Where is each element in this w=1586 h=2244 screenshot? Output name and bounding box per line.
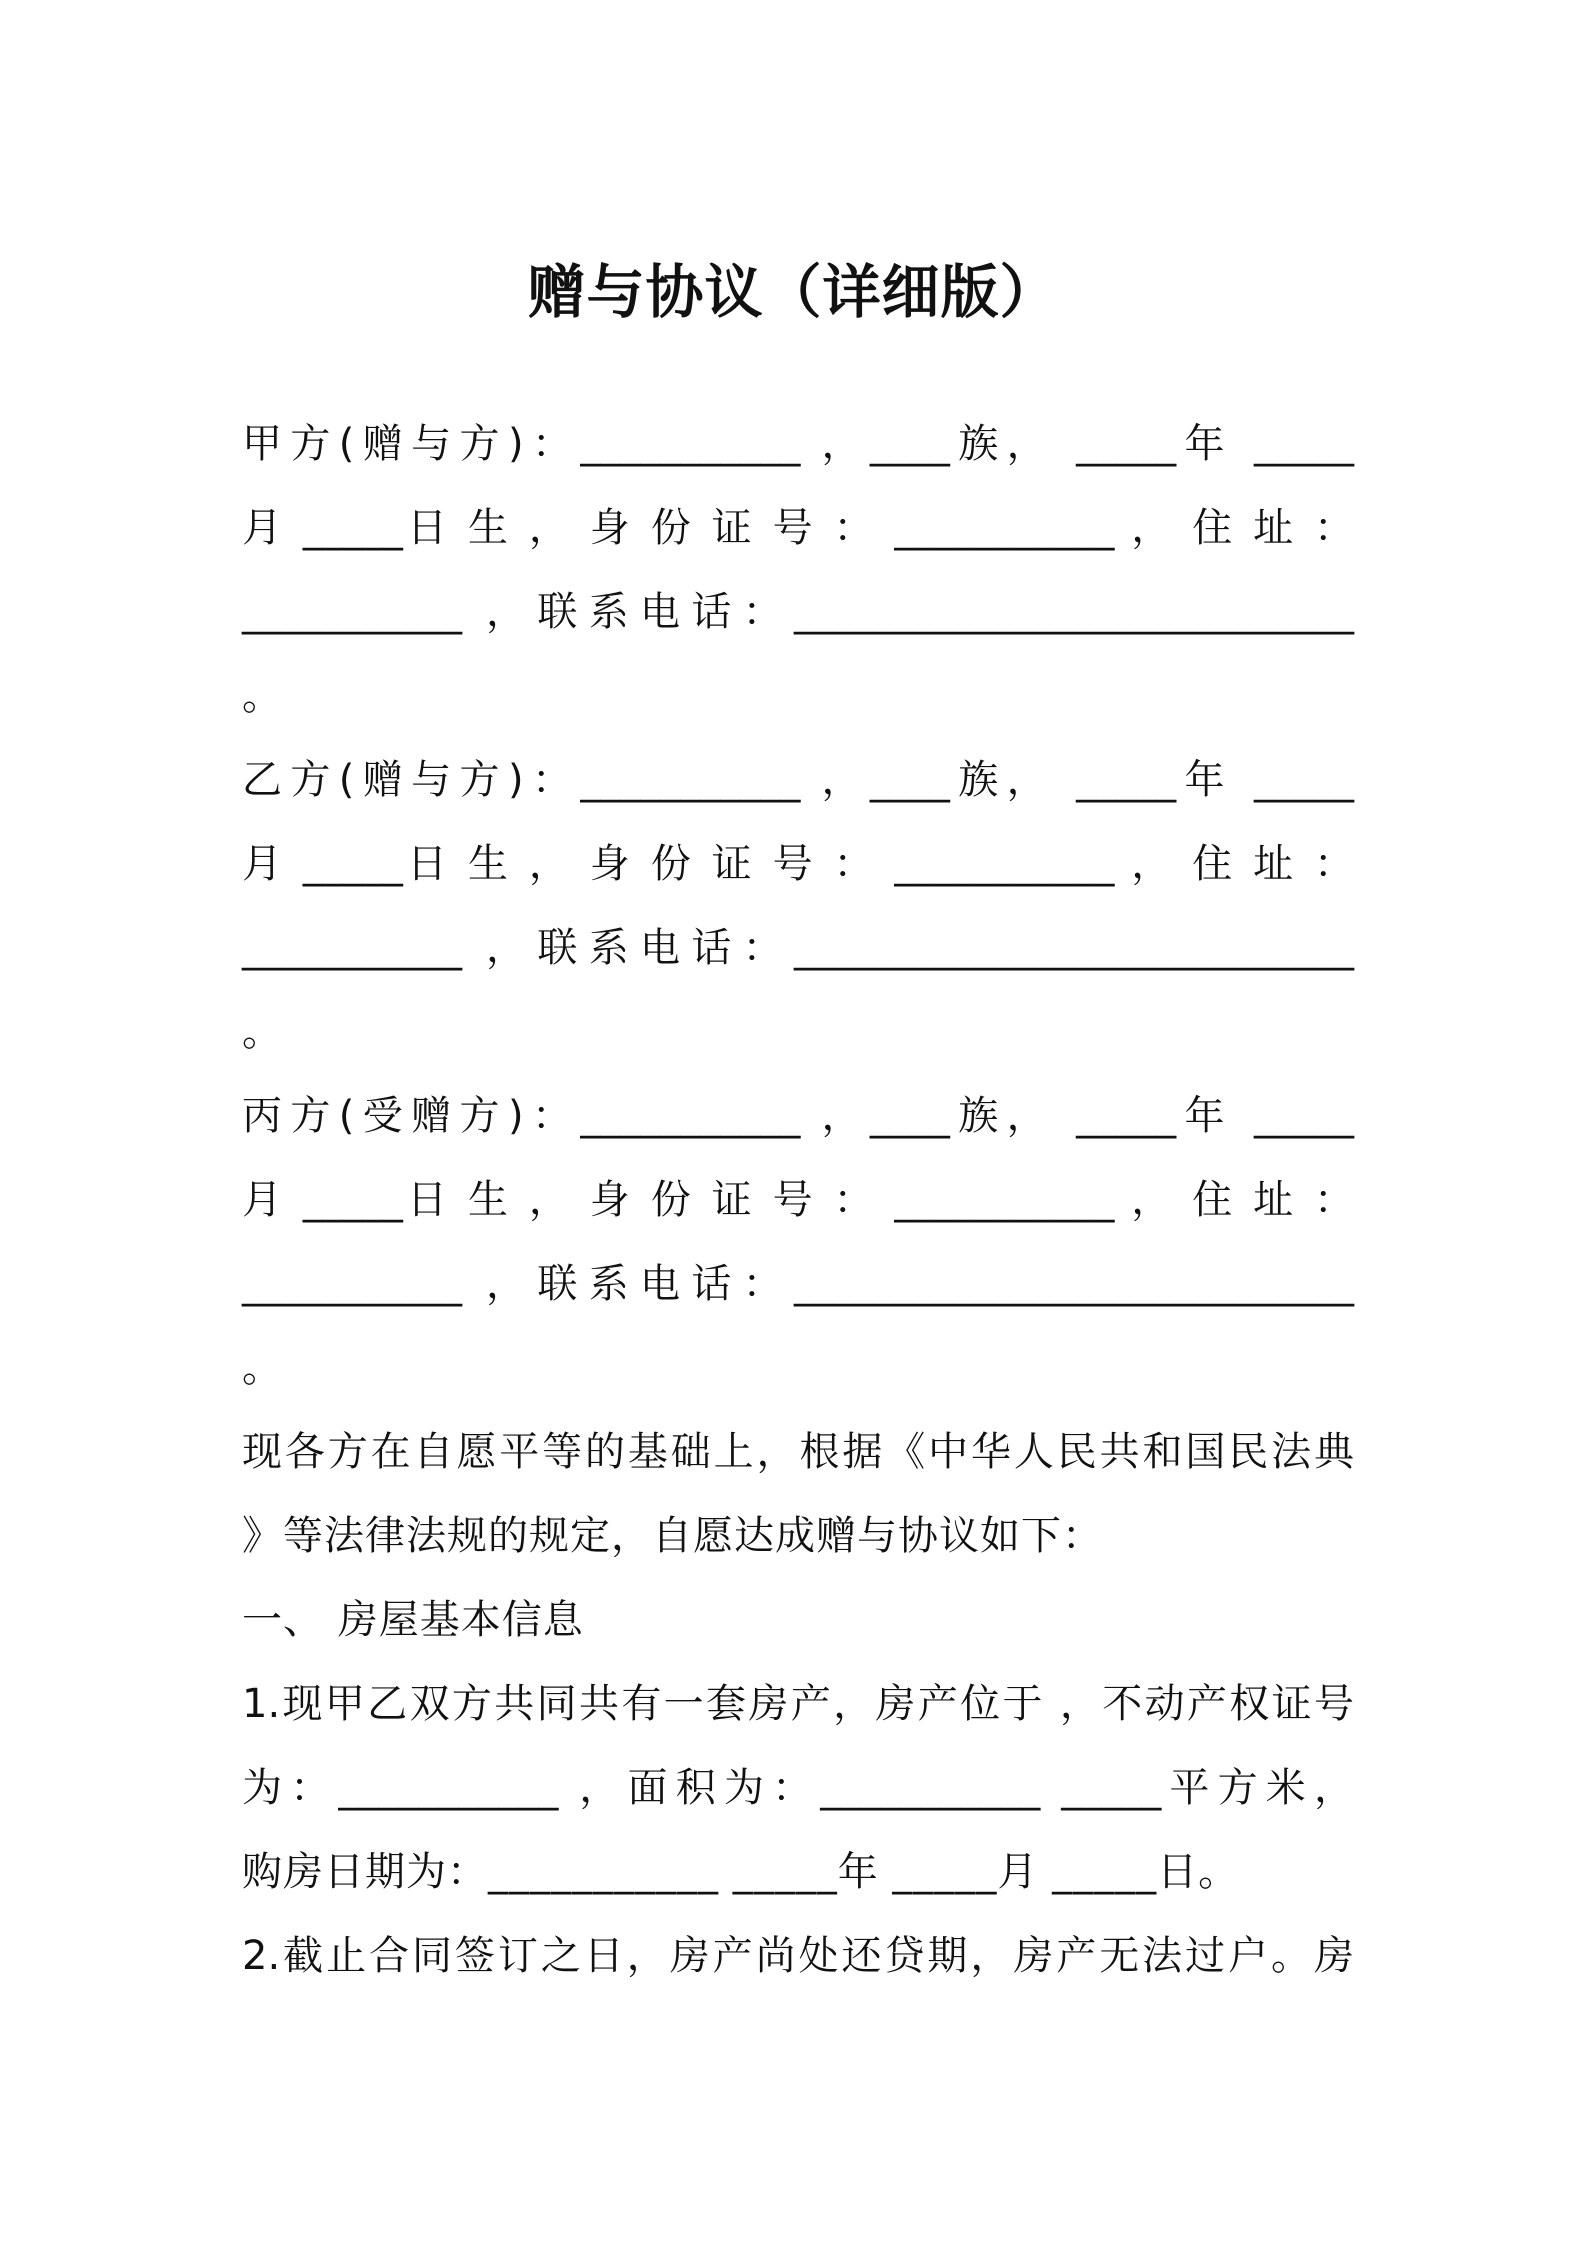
- preamble-line-2: 》等法律法规的规定，自愿达成赠与协议如下：: [242, 1513, 1103, 1559]
- party-b-line-3: ___________ ，联系电话：____________________________: [242, 925, 1354, 971]
- party-b-line-1: 乙方(赠与方)：___________ ，____族， _____年 _____: [242, 757, 1354, 803]
- party-c-line-2: 月 _____日 生 ， 身 份 证 号 ： ___________ ， 住 址 ：: [242, 1177, 1354, 1223]
- party-b-line-2: 月 _____日 生 ， 身 份 证 号 ： ___________ ， 住 址 ：: [242, 841, 1354, 887]
- party-c-line-4: 。: [242, 1345, 282, 1391]
- document-title: 赠与协议（详细版）: [527, 258, 1059, 326]
- clause-1-line-1: 1.现甲乙双方共同共有一套房产，房产位于 ，不动产权证号: [242, 1681, 1354, 1727]
- preamble-line-1: 现各方在自愿平等的基础上，根据《中华人民共和国民法典: [242, 1429, 1354, 1475]
- party-a-line-2: 月 _____日 生 ， 身 份 证 号 ： ___________ ， 住 址 ：: [242, 505, 1354, 551]
- section-1-heading: 一、 房屋基本信息: [242, 1597, 584, 1643]
- party-a-line-4: 。: [242, 673, 282, 719]
- party-a-line-3: ___________ ，联系电话：____________________________: [242, 589, 1354, 635]
- party-c-line-3: ___________ ，联系电话：____________________________: [242, 1261, 1354, 1307]
- party-a-line-1: 甲方(赠与方)：___________ ，____族， _____年 _____: [242, 421, 1354, 467]
- clause-1-line-3: 购房日期为：___________ _____年 _____月 _____日。: [242, 1849, 1240, 1895]
- party-c-line-1: 丙方(受赠方)：___________ ，____族， _____年 _____: [242, 1093, 1354, 1139]
- clause-1-line-2: 为：___________ ，面积为：___________ _____平方米，: [242, 1765, 1354, 1811]
- party-b-line-4: 。: [242, 1009, 282, 1055]
- clause-2-line-1: 2.截止合同签订之日，房产尚处还贷期，房产无法过户。房: [242, 1933, 1354, 1979]
